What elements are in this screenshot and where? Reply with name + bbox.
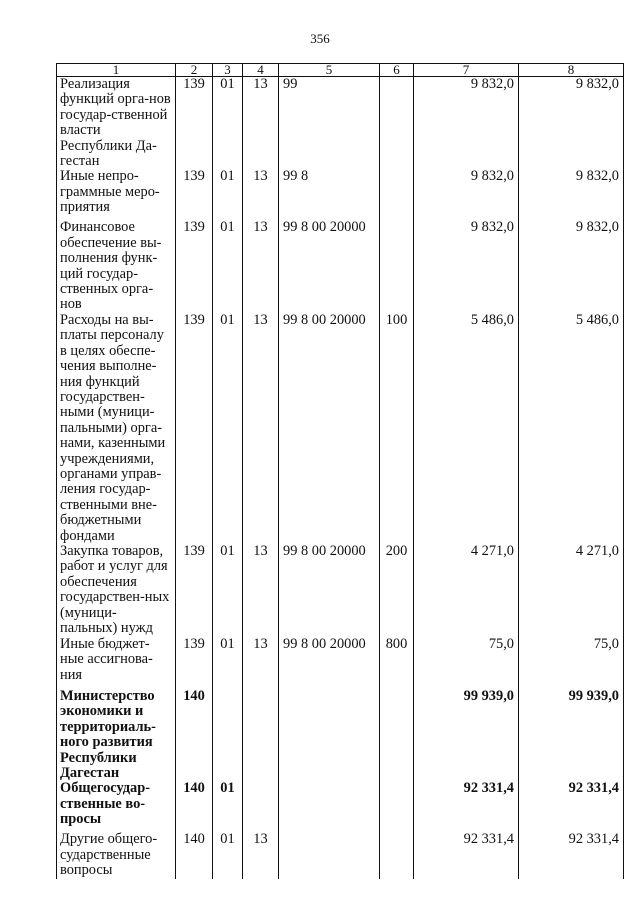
- row-code: 140: [176, 781, 213, 832]
- row-code: 139: [176, 220, 213, 312]
- row-subsection: 13: [243, 544, 279, 637]
- row-amount-1: 9 832,0: [414, 220, 519, 312]
- row-name: Общегосудар-ственные во-просы: [57, 781, 176, 832]
- table-row: [57, 832, 624, 878]
- row-section: 01: [213, 781, 243, 832]
- row-expense-type: [380, 832, 414, 878]
- row-expense-type: [380, 169, 414, 220]
- row-section: 01: [213, 832, 243, 878]
- row-subsection: 13: [243, 77, 279, 170]
- row-name: Иные непро-граммные меро-приятия: [57, 169, 176, 220]
- row-target-item: [279, 689, 380, 781]
- table-row: [57, 77, 624, 170]
- row-subsection: [243, 689, 279, 781]
- table-row: [57, 689, 624, 781]
- row-subsection: 13: [243, 832, 279, 878]
- table-row: [57, 637, 624, 689]
- row-expense-type: 200: [380, 544, 414, 637]
- row-amount-1: 92 331,4: [414, 832, 519, 878]
- row-target-item: [279, 832, 380, 878]
- row-name: Реализация функций орга-нов государ-ственной власти Республики Да-гестан: [57, 77, 176, 170]
- row-target-item: 99 8 00 20000: [279, 544, 380, 637]
- row-target-item: 99 8 00 20000: [279, 220, 380, 312]
- row-amount-1: 9 832,0: [414, 77, 519, 170]
- row-subsection: [243, 781, 279, 832]
- row-name: Министерство экономики и территориаль-ного развития Республики Дагестан: [57, 689, 176, 781]
- row-name: Другие общего-сударственные вопросы: [57, 832, 176, 878]
- page-number: 356: [310, 31, 330, 46]
- row-code: 140: [176, 689, 213, 781]
- row-section: 01: [213, 220, 243, 312]
- row-amount-2: 92 331,4: [519, 781, 624, 832]
- row-section: [213, 689, 243, 781]
- row-amount-2: 75,0: [519, 637, 624, 689]
- row-amount-1: 99 939,0: [414, 689, 519, 781]
- column-header: 8: [519, 64, 624, 77]
- row-code: 139: [176, 637, 213, 689]
- row-amount-1: 92 331,4: [414, 781, 519, 832]
- row-expense-type: [380, 689, 414, 781]
- row-amount-1: 4 271,0: [414, 544, 519, 637]
- row-code: 139: [176, 544, 213, 637]
- row-name: Иные бюджет-ные ассигнова-ния: [57, 637, 176, 689]
- row-expense-type: [380, 220, 414, 312]
- row-amount-1: 5 486,0: [414, 313, 519, 544]
- row-section: 01: [213, 637, 243, 689]
- column-header: 4: [243, 64, 279, 77]
- row-section: 01: [213, 169, 243, 220]
- row-code: 140: [176, 832, 213, 878]
- row-amount-2: 99 939,0: [519, 689, 624, 781]
- row-amount-1: 75,0: [414, 637, 519, 689]
- row-subsection: 13: [243, 169, 279, 220]
- column-header: 7: [414, 64, 519, 77]
- row-target-item: 99 8 00 20000: [279, 637, 380, 689]
- row-code: 139: [176, 77, 213, 170]
- row-expense-type: 800: [380, 637, 414, 689]
- row-expense-type: [380, 781, 414, 832]
- row-name: Расходы на вы-платы персоналу в целях обеспе-чения выполне-ния функций государствен-ными (муници-пальными) орга-нами, казенными учреждениями, органами управ-ления государ-ственными вне-бюджетными фондами: [57, 313, 176, 544]
- table-row: [57, 169, 624, 220]
- table-row: [57, 544, 624, 637]
- row-name: Закупка товаров, работ и услуг для обеспечения государствен-ных (муници-пальных) нужд: [57, 544, 176, 637]
- column-header: 3: [213, 64, 243, 77]
- row-target-item: 99: [279, 77, 380, 170]
- column-header: 2: [176, 64, 213, 77]
- table-row: [57, 220, 624, 312]
- row-subsection: 13: [243, 637, 279, 689]
- row-target-item: [279, 781, 380, 832]
- row-amount-2: 9 832,0: [519, 77, 624, 170]
- row-section: 01: [213, 313, 243, 544]
- column-header: 1: [57, 64, 176, 77]
- row-expense-type: [380, 77, 414, 170]
- row-code: 139: [176, 169, 213, 220]
- table-row: [57, 313, 624, 544]
- row-section: 01: [213, 77, 243, 170]
- budget-table: [56, 63, 624, 879]
- table-row: [57, 781, 624, 832]
- row-amount-2: 92 331,4: [519, 832, 624, 878]
- header-row: [57, 64, 624, 77]
- row-target-item: 99 8 00 20000: [279, 313, 380, 544]
- row-amount-2: 4 271,0: [519, 544, 624, 637]
- column-header: 6: [380, 64, 414, 77]
- row-amount-2: 9 832,0: [519, 220, 624, 312]
- column-header: 5: [279, 64, 380, 77]
- row-amount-1: 9 832,0: [414, 169, 519, 220]
- row-subsection: 13: [243, 313, 279, 544]
- row-amount-2: 5 486,0: [519, 313, 624, 544]
- row-expense-type: 100: [380, 313, 414, 544]
- row-amount-2: 9 832,0: [519, 169, 624, 220]
- row-code: 139: [176, 313, 213, 544]
- row-subsection: 13: [243, 220, 279, 312]
- row-section: 01: [213, 544, 243, 637]
- row-name: Финансовое обеспечение вы-полнения функ-ций государ-ственных орга-нов: [57, 220, 176, 312]
- row-target-item: 99 8: [279, 169, 380, 220]
